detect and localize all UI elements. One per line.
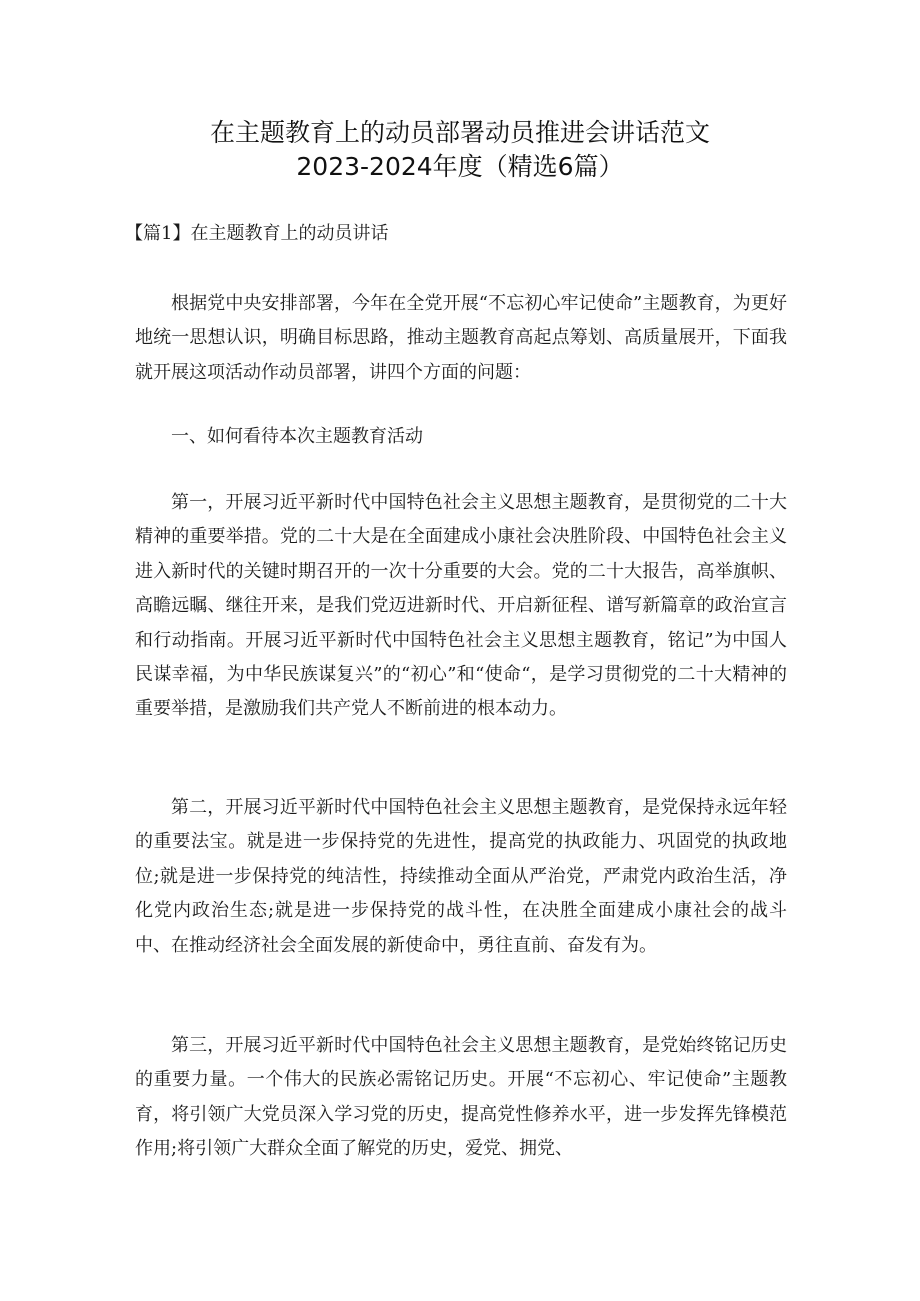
paragraph-intro: 根据党中央安排部署，今年在全党开展“不忘初心牢记使命”主题教育，为更好地统一思想认识，明确目标思路，推动主题教育高起点筹划、高质量展开，下面我就开展这项活动作动员部署，讲四个方面的问题： [135,293,787,383]
paragraph-first-point: 第一，开展习近平新时代中国特色社会主义思想主题教育，是贯彻党的二十大精神的重要举措。党的二十大是在全面建成小康社会决胜阶段、中国特色社会主义进入新时代的关键时期召开的一次十分重要的大会。党的二十大报告，高举旗帜、高瞻远瞩、继往开来，是我们党迈进新时代、开启新征程、谱写新篇章的政治宣言和行动指南。开展习近平新时代中国特色社会主义思想主题教育，铭记”为中国人民谋幸福，为中华民族谋复兴”的“初心”和“使命“，是学习贯彻党的二十大精神的重要举措，是激励我们共产党人不断前进的根本动力。 [135,492,787,720]
paragraph-subheading: 一、如何看待本次主题教育活动 [171,426,423,447]
paragraph-second-point: 第二，开展习近平新时代中国特色社会主义思想主题教育，是党保持永远年轻的重要法宝。就是进一步保持党的先进性，提高党的执政能力、巩固党的执政地位;就是进一步保持党的纯洁性，持续推动全面从严治党，严肃党内政治生活，净化党内政治生态;就是进一步保持党的战斗性，在决胜全面建成小康社会的战斗中、在推动经济社会全面发展的新使命中，勇往直前、奋发有为。 [135,797,787,956]
document-title-line-2: 2023-2024年度（精选6篇） [296,152,624,181]
paragraph-third-point: 第三，开展习近平新时代中国特色社会主义思想主题教育，是党始终铭记历史的重要力量。一个伟大的民族必需铭记历史。开展“不忘初心、牢记使命”主题教育，将引领广大党员深入学习党的历史，提高党性修养水平，进一步发挥先锋模范作用;将引领广大群众全面了解党的历史，爱党、拥党、 [135,1035,787,1160]
document-title-line-1: 在主题教育上的动员部署动员推进会讲话范文 [209,118,710,147]
section-heading: 【篇1】在主题教育上的动员讲话 [125,223,389,244]
